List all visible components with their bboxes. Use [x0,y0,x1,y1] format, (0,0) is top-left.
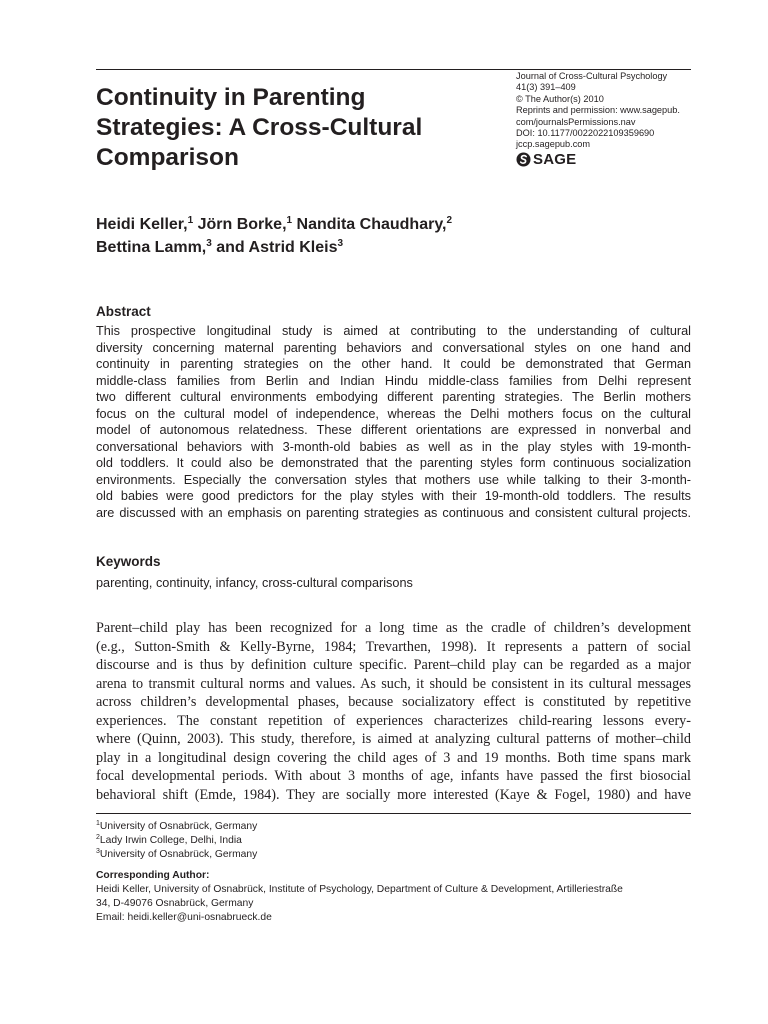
body-text [96,619,691,804]
copyright: © The Author(s) 2010 [516,93,604,104]
affiliation-marker: 2 [446,215,453,226]
abstract-line: are discussed with an emphasis on parenting strategies as continuous and consistent cultural projects. [96,505,691,520]
body-line: play in a longitudinal design covering the child ages of 3 and 19 months. Both time spans mark [96,749,691,766]
author-name: Nandita Chaudhary, [292,216,447,233]
affiliation-marker: 1 [286,215,293,226]
journal-name: Journal of Cross-Cultural Psychology [516,71,668,81]
affiliation-text: Lady Irwin College, Delhi, India [99,835,242,846]
corresponding-author-address: 34, D-49076 Osnabrück, Germany [96,898,254,909]
abstract-line: diversity concerning maternal parenting behaviors and conversational styles on one hand and [96,340,691,355]
publisher-logo [516,152,716,168]
abstract-line: continuity in parenting strategies on the other hand. It could be demonstrated that German [96,357,691,371]
reprints-info: Reprints and permission: www.sagepub. [516,105,680,116]
abstract-line: two different cultural environments embodying different parenting strategies. The Berlin mothers [96,390,691,404]
keywords-text: parenting, continuity, infancy, cross-cultural comparisons [96,576,413,590]
title-line: Continuity in Parenting [96,84,366,111]
affiliation-text: University of Osnabrück, Germany [99,821,258,832]
affiliation [96,820,257,834]
title-line: Comparison [96,144,239,171]
author-line [96,213,616,236]
affiliation-marker: 3 [337,238,344,249]
abstract-line: focus on the cultural model of independence, whereas the Delhi mothers focus on the cultural [96,406,691,421]
abstract-heading: Abstract [96,304,151,319]
abstract-line: model of autonomous relatedness. These different orientations are expressed in nonverbal and [96,423,691,437]
author-list [96,213,616,259]
affiliation-text: University of Osnabrück, Germany [99,849,258,860]
affiliation [96,848,257,862]
body-line: across children’s developmental phases, because socializatory effect is constituted by repetitive [96,694,691,710]
journal-volume: 41(3) 391–409 [516,82,576,93]
journal-website: jccp.sagepub.com [516,139,591,150]
author-name: Bettina Lamm, [96,239,207,256]
affiliation-marker: 1 [96,820,100,827]
header-rule [96,69,691,70]
affiliations [96,820,257,862]
body-line: discourse and is thus by definition culture specific. Parent–child play can be regarded as a major [96,657,691,673]
body-line: (e.g., Sutton-Smith & Kelly-Byrne, 1984; Trevarthen, 1998). It represents a pattern of social [96,638,691,655]
abstract-line: This prospective longitudinal study is aimed at contributing to the understanding of cultural [96,324,691,338]
title-line: Strategies: A Cross-Cultural [96,114,423,141]
footnote-rule [96,813,691,814]
corresponding-author-heading: Corresponding Author: [96,870,210,881]
keywords-heading: Keywords [96,554,161,569]
corresponding-author [96,869,623,925]
journal-info [516,71,716,168]
corresponding-author-address: Heidi Keller, University of Osnabrück, Institute of Psychology, Department of Culture & Development, Artilleriestraße [96,884,623,895]
sage-logo-icon [516,152,531,167]
body-line: behavioral shift (Emde, 1984). They are socially more interested (Kaye & Fogel, 1980) and have [96,786,691,803]
abstract-line: conversational behaviors with 3-month-old babies as well as in the play styles with 19-month- [96,439,691,454]
affiliation-marker: 3 [96,848,100,855]
article-title [96,83,496,173]
abstract-line: old toddlers. It could also be demonstrated that the parenting styles form continuous socialization [96,456,691,470]
affiliation [96,834,257,848]
author-line [96,236,616,259]
author-name: and Astrid Kleis [211,239,338,256]
body-line: experiences. The constant repetition of experiences characterizes child-rearing lessons every- [96,712,691,729]
affiliation-marker: 1 [187,215,194,226]
abstract-line: old babies were good predictors for the play styles with their 19-month-old toddlers. The results [96,489,691,503]
body-line: where (Quinn, 2003). This study, therefore, is aimed at analyzing cultural patterns of mother–child [96,731,691,747]
reprints-info: com/journalsPermissions.nav [516,116,636,127]
abstract-text [96,323,691,521]
body-line: focal developmental periods. With about 3 months of age, infants have passed the first biosocial [96,768,691,784]
doi: DOI: 10.1177/0022022109359690 [516,128,655,139]
author-name: Heidi Keller, [96,216,188,233]
affiliation-marker: 3 [206,238,212,249]
body-line: arena to transmit cultural norms and values. As such, it should be consistent in its cultural messages [96,675,691,692]
corresponding-author-email[interactable]: Email: heidi.keller@uni-osnabrueck.de [96,912,272,923]
abstract-line: middle-class families from Berlin and Indian Hindu middle-class families from Delhi represent [96,373,691,388]
author-name: Jörn Borke, [193,216,287,233]
body-line: Parent–child play has been recognized for a long time as the cradle of children’s development [96,620,691,636]
affiliation-marker: 2 [96,834,100,841]
publisher-name: SAGE [533,150,577,168]
abstract-line: environments. Especially the conversation styles that mothers use while talking to their 3-month- [96,472,691,487]
